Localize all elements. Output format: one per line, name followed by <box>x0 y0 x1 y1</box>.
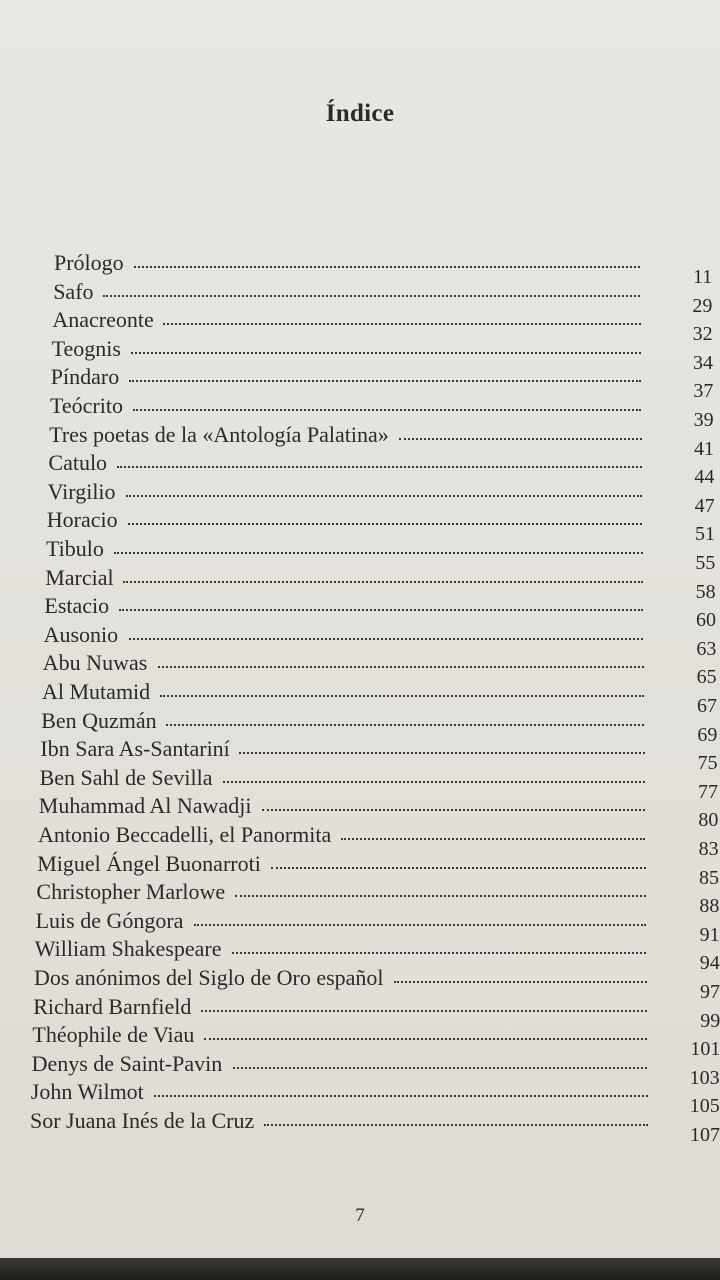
toc-entry <box>32 1022 720 1061</box>
toc-entry-title: Ibn Sara As-Santariní <box>40 736 230 762</box>
toc-entry <box>52 307 720 346</box>
toc-leader-dots <box>233 1063 648 1069</box>
toc-entry <box>37 850 720 889</box>
toc-leader-dots <box>223 777 645 783</box>
toc-entry <box>31 1050 720 1089</box>
toc-leader-dots <box>163 319 640 325</box>
toc-entry <box>41 707 720 746</box>
toc-entry-page: 37 <box>693 380 714 403</box>
toc-entry-title: Antonio Beccadelli, el Panormita <box>38 822 332 847</box>
toc-entry-title: Christopher Marlowe <box>36 879 226 905</box>
toc-entry-page: 34 <box>692 351 713 374</box>
page-bottom-shadow <box>0 1258 720 1280</box>
toc-entry-page: 47 <box>694 494 715 517</box>
toc-entry-page: 103 <box>689 1066 720 1089</box>
toc-entry <box>35 907 720 946</box>
page-number: 7 <box>355 1205 365 1226</box>
toc-entry-title: Catulo <box>48 450 108 476</box>
toc-entry <box>47 478 720 517</box>
toc-leader-dots <box>232 948 647 954</box>
toc-entry-title: Dos anónimos del Siglo de Oro español <box>34 965 384 990</box>
toc-entry-page: 65 <box>696 666 717 689</box>
toc-leader-dots <box>114 548 643 554</box>
toc-entry-title: Théophile de Viau <box>32 1022 195 1048</box>
toc-entry-page: 39 <box>693 409 714 431</box>
toc-entry <box>50 393 720 431</box>
toc-entry <box>48 450 720 489</box>
toc-entry-page: 60 <box>695 609 716 632</box>
toc-leader-dots <box>235 891 645 897</box>
toc-entry-title: Teognis <box>51 335 121 361</box>
toc-leader-dots <box>201 1006 647 1012</box>
toc-leader-dots <box>128 519 643 525</box>
toc-entry-title: Muhammad Al Nawadji <box>38 793 252 819</box>
toc-entry-page: 41 <box>693 437 714 460</box>
toc-leader-dots <box>117 462 641 468</box>
toc-entry <box>36 879 720 918</box>
toc-leader-dots <box>119 605 643 611</box>
toc-entry-page: 67 <box>697 695 717 717</box>
toc-leader-dots <box>129 376 641 382</box>
toc-entry-page: 91 <box>699 923 720 946</box>
toc-leader-dots <box>194 920 647 926</box>
toc-entry-page: 58 <box>695 580 716 603</box>
toc-entry-title: Luis de Góngora <box>35 907 184 933</box>
toc-leader-dots <box>103 291 640 297</box>
toc-entry-page: 11 <box>693 266 713 288</box>
toc-entry-page: 51 <box>694 523 715 546</box>
toc-leader-dots <box>262 805 645 811</box>
toc-entry-title: Teócrito <box>50 393 123 418</box>
toc-entry-title: Denys de Saint-Pavin <box>31 1050 223 1076</box>
toc-entry-title: Anacreonte <box>52 307 154 333</box>
toc-leader-dots <box>158 662 644 668</box>
toc-leader-dots <box>394 977 647 983</box>
toc-entry-title: Marcial <box>45 564 114 590</box>
toc-entry-page: 55 <box>695 552 716 574</box>
toc-entry <box>39 764 720 803</box>
toc-leader-dots <box>154 1091 648 1097</box>
toc-entry-title: Tres poetas de la «Antología Palatina» <box>49 421 389 447</box>
toc-entry-page: 97 <box>700 981 720 1003</box>
toc-entry <box>44 593 720 632</box>
toc-entry-title: Safo <box>53 278 94 304</box>
toc-entry-page: 94 <box>699 952 720 975</box>
toc-entry-page: 99 <box>700 1009 720 1032</box>
toc-leader-dots <box>160 691 644 697</box>
toc-leader-dots <box>239 748 644 754</box>
toc-entry-title: Ben Quzmán <box>41 707 157 733</box>
toc-entry <box>53 278 720 317</box>
toc-leader-dots <box>126 491 643 497</box>
toc-entry-title: Miguel Ángel Buonarroti <box>37 850 261 876</box>
toc-leader-dots <box>133 405 641 411</box>
toc-entry-title: Estacio <box>44 593 110 619</box>
toc-entry-title: Prólogo <box>54 250 124 275</box>
toc-entry <box>33 993 720 1032</box>
toc-entry-page: 83 <box>698 838 719 860</box>
toc-entry-page: 69 <box>697 723 718 746</box>
toc-leader-dots <box>134 262 640 268</box>
toc-leader-dots <box>264 1120 648 1126</box>
toc-entry <box>42 679 720 717</box>
toc-entry-page: 77 <box>697 780 718 803</box>
toc-entry-title: Al Mutamid <box>42 679 151 704</box>
toc-entry-title: Ben Sahl de Sevilla <box>39 764 213 790</box>
toc-leader-dots <box>399 434 641 440</box>
toc-entry <box>43 621 720 660</box>
toc-entry <box>50 364 720 403</box>
toc-entry <box>40 736 720 775</box>
page-title: Índice <box>325 100 395 127</box>
toc-entry-page: 29 <box>692 294 713 317</box>
toc-entry-page: 107 <box>690 1124 720 1146</box>
toc-leader-dots <box>204 1034 647 1040</box>
toc-entry-page: 44 <box>694 466 715 489</box>
toc-entry-title: Richard Barnfield <box>33 993 192 1019</box>
toc-entry <box>54 250 720 288</box>
toc-entry-page: 101 <box>690 1038 720 1061</box>
toc-entry-title: Virgilio <box>47 478 116 504</box>
toc-entry-title: Horacio <box>46 507 118 533</box>
toc-entry-title: John Wilmot <box>30 1079 144 1105</box>
toc-entry-title: Píndaro <box>50 364 120 390</box>
toc-leader-dots <box>129 634 644 640</box>
toc-leader-dots <box>131 348 641 354</box>
toc-leader-dots <box>341 834 645 840</box>
toc-entry <box>42 650 720 689</box>
toc-entry <box>30 1108 720 1146</box>
toc-entry-page: 32 <box>692 323 713 346</box>
toc-leader-dots <box>123 577 643 583</box>
toc-entry-title: Abu Nuwas <box>42 650 148 676</box>
toc-entry <box>51 335 720 374</box>
toc-entry <box>38 793 720 832</box>
toc-leader-dots <box>271 863 645 869</box>
toc-entry-title: Sor Juana Inés de la Cruz <box>30 1108 255 1133</box>
toc-entry <box>46 507 720 546</box>
toc-entry <box>38 822 720 860</box>
toc-entry-page: 105 <box>689 1095 720 1118</box>
toc-entry <box>45 564 720 603</box>
toc-leader-dots <box>166 720 644 726</box>
toc-entry-page: 80 <box>698 809 719 832</box>
toc-entry <box>46 536 720 574</box>
toc-entry-page: 75 <box>697 752 718 775</box>
toc-entry-title: William Shakespeare <box>34 936 222 962</box>
toc-entry-page: 85 <box>698 866 719 889</box>
toc-entry-title: Tibulo <box>46 536 104 561</box>
toc-entry-page: 63 <box>696 637 717 660</box>
toc-entry <box>34 936 720 975</box>
toc-entry-title: Ausonio <box>43 621 119 647</box>
toc-entry-page: 88 <box>699 895 720 918</box>
toc-entry <box>34 965 720 1003</box>
toc-entry <box>49 421 720 460</box>
toc-entry <box>30 1079 720 1118</box>
